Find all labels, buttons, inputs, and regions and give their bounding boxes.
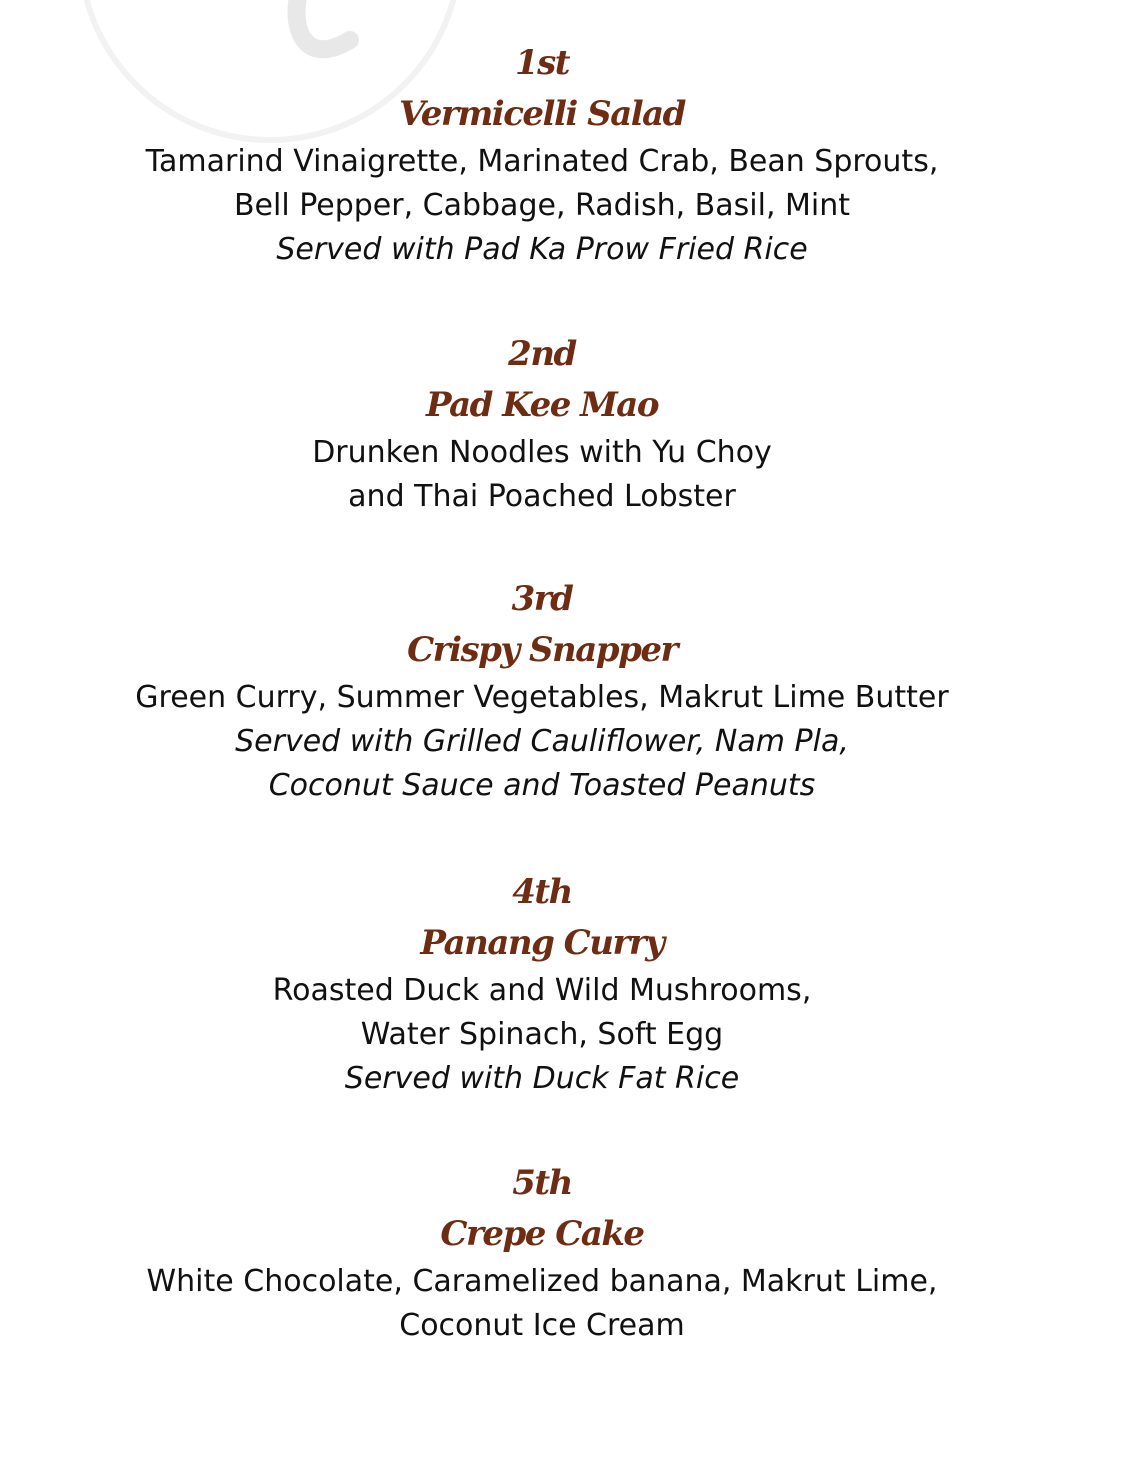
course-number: 4th	[512, 872, 572, 912]
dish-name: Vermicelli Salad	[399, 94, 685, 134]
course-number: 1st	[514, 43, 569, 83]
dish-served-with-line: Served with Grilled Cauliflower, Nam Pla,	[235, 724, 849, 759]
course-2	[0, 329, 1084, 519]
dish-name: Panang Curry	[420, 923, 664, 963]
dish-name: Pad Kee Mao	[425, 385, 659, 425]
dish-served-with-line: Served with Duck Fat Rice	[344, 1061, 740, 1096]
dish-description-line: Roasted Duck and Wild Mushrooms,	[272, 973, 812, 1008]
dish-description-line: and Thai Poached Lobster	[348, 479, 736, 514]
dish-description-line: Green Curry, Summer Vegetables, Makrut Lime Butter	[135, 680, 949, 715]
dish-description-line: Water Spinach, Soft Egg	[360, 1017, 724, 1052]
dish-name: Crepe Cake	[440, 1214, 644, 1254]
dish-served-with-line: Coconut Sauce and Toasted Peanuts	[268, 768, 816, 803]
course-3	[0, 574, 1084, 808]
dish-description-line: Coconut Ice Cream	[399, 1308, 685, 1343]
dish-description-line: White Chocolate, Caramelized banana, Makrut Lime,	[146, 1264, 938, 1299]
course-number: 2nd	[508, 334, 576, 374]
course-5	[0, 1158, 1084, 1348]
dish-description-line: Drunken Noodles with Yu Choy	[312, 435, 772, 470]
dish-description-line: Tamarind Vinaigrette, Marinated Crab, Bean Sprouts,	[145, 144, 939, 179]
course-4	[0, 867, 1084, 1101]
dish-served-with-line: Served with Pad Ka Prow Fried Rice	[276, 232, 808, 267]
course-number: 5th	[512, 1163, 572, 1203]
course-1	[0, 38, 1084, 272]
dish-description-line: Bell Pepper, Cabbage, Radish, Basil, Mint	[233, 188, 851, 223]
course-number: 3rd	[511, 579, 573, 619]
dish-name: Crispy Snapper	[407, 630, 677, 670]
